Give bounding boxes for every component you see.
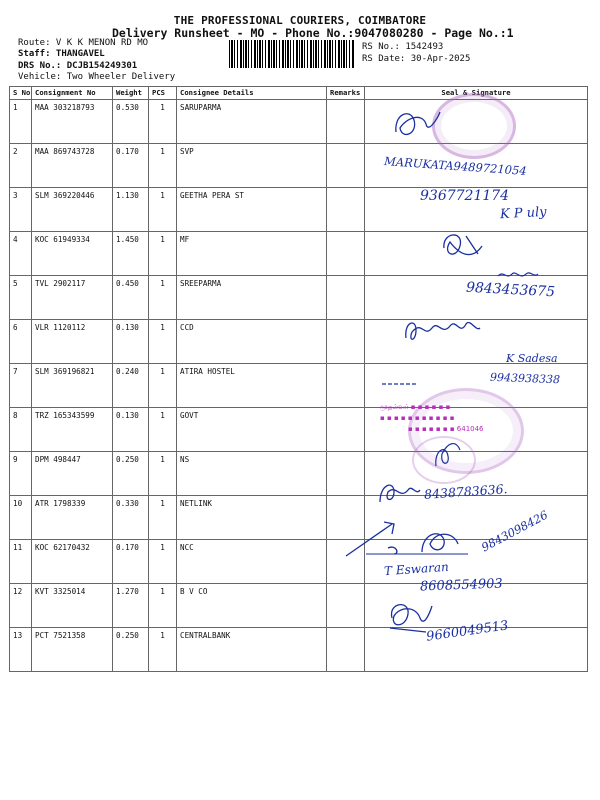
col-signature: Seal & Signature xyxy=(365,87,588,100)
cell-remarks xyxy=(327,408,365,452)
signature-6 xyxy=(402,314,482,348)
cell-weight: 1.130 xyxy=(113,188,149,232)
cell-consignment: MAA 869743728 xyxy=(32,144,113,188)
signature-1 xyxy=(392,104,444,144)
cell-remarks xyxy=(327,452,365,496)
runsheet-title: Delivery Runsheet - MO - Phone No.:9047080280 - Page No.:1 xyxy=(112,26,514,40)
cell-consignment: VLR 1120112 xyxy=(32,320,113,364)
cell-sno: 9 xyxy=(10,452,32,496)
signature-7-mark xyxy=(380,378,420,388)
cell-consignee: CENTRALBANK xyxy=(177,628,327,672)
cell-consignee: CCD xyxy=(177,320,327,364)
cell-consignment: KVT 3325014 xyxy=(32,584,113,628)
cell-sno: 6 xyxy=(10,320,32,364)
cell-sno: 3 xyxy=(10,188,32,232)
cell-weight: 0.250 xyxy=(113,452,149,496)
stamp-seal-1 xyxy=(432,93,516,159)
cell-consignee: GEETHA PERA ST xyxy=(177,188,327,232)
cell-weight: 0.170 xyxy=(113,540,149,584)
cell-pcs: 1 xyxy=(149,100,177,144)
drs-line: DRS No.: DCJB154249301 xyxy=(18,61,138,71)
cell-consignee: B V CO xyxy=(177,584,327,628)
signature-10 xyxy=(376,478,422,508)
col-weight: Weight xyxy=(113,87,149,100)
cell-remarks xyxy=(327,144,365,188)
cell-sno: 12 xyxy=(10,584,32,628)
cell-weight: 0.240 xyxy=(113,364,149,408)
cell-remarks xyxy=(327,276,365,320)
cell-consignee: ATIRA HOSTEL xyxy=(177,364,327,408)
cell-consignee: NCC xyxy=(177,540,327,584)
cell-consignee: SARUPARMA xyxy=(177,100,327,144)
handwriting-row7-name: K Sadesa xyxy=(506,352,558,365)
cell-pcs: 1 xyxy=(149,584,177,628)
handwriting-row12-phone2: 8608554903 xyxy=(419,576,503,595)
cell-consignment: SLM 369196821 xyxy=(32,364,113,408)
cell-pcs: 1 xyxy=(149,320,177,364)
cell-weight: 0.330 xyxy=(113,496,149,540)
cell-weight: 1.450 xyxy=(113,232,149,276)
handwriting-row5-phone: 9843453675 xyxy=(465,279,556,301)
cell-remarks xyxy=(327,188,365,232)
cell-weight: 0.170 xyxy=(113,144,149,188)
col-sno: S No xyxy=(10,87,32,100)
signature-12 xyxy=(336,514,476,564)
cell-sno: 5 xyxy=(10,276,32,320)
cell-consignment: DPM 498447 xyxy=(32,452,113,496)
company-title: THE PROFESSIONAL COURIERS, COIMBATORE xyxy=(173,14,427,27)
col-consignment: Consignment No xyxy=(32,87,113,100)
handwriting-row12-name: T Eswaran xyxy=(383,559,450,579)
cell-weight: 0.250 xyxy=(113,628,149,672)
signature-4 xyxy=(438,228,494,264)
cell-pcs: 1 xyxy=(149,188,177,232)
cell-sno: 7 xyxy=(10,364,32,408)
cell-consignment: TVL 2902117 xyxy=(32,276,113,320)
cell-weight: 0.130 xyxy=(113,320,149,364)
vehicle-line: Vehicle: Two Wheeler Delivery xyxy=(18,72,176,82)
cell-pcs: 1 xyxy=(149,452,177,496)
cell-consignee: NS xyxy=(177,452,327,496)
route-line: Route: V K K MENON RD MO xyxy=(18,38,149,48)
cell-weight: 1.270 xyxy=(113,584,149,628)
handwriting-row3-name: K P uly xyxy=(499,204,547,223)
staff-line: Staff: THANGAVEL xyxy=(18,49,105,59)
cell-consignment: KOC 61949334 xyxy=(32,232,113,276)
handwriting-row2: MARUKATA9489721054 xyxy=(383,154,528,178)
tamil-stamp-text: முதல்வர் ▪ ▪ ▪ ▪ ▪ ▪ xyxy=(380,403,451,411)
handwriting-row10-phone: 8438783636. xyxy=(423,481,508,502)
cell-weight: 0.530 xyxy=(113,100,149,144)
rs-date: RS Date: 30-Apr-2025 xyxy=(362,54,471,64)
cell-consignee: SVP xyxy=(177,144,327,188)
cell-consignment: MAA 303218793 xyxy=(32,100,113,144)
cell-consignee: NETLINK xyxy=(177,496,327,540)
cell-sno: 4 xyxy=(10,232,32,276)
tamil-stamp-text: ▪ ▪ ▪ ▪ ▪ ▪ ▪ ▪ ▪ ▪ ▪ xyxy=(380,414,455,422)
cell-consignment: ATR 1798339 xyxy=(32,496,113,540)
cell-consignment: PCT 7521358 xyxy=(32,628,113,672)
handwriting-row3-phone: 9367721174 xyxy=(420,188,510,204)
cell-sno: 2 xyxy=(10,144,32,188)
barcode xyxy=(229,40,355,68)
signature-9 xyxy=(430,436,466,472)
cell-sno: 10 xyxy=(10,496,32,540)
cell-weight: 0.130 xyxy=(113,408,149,452)
col-remarks: Remarks xyxy=(327,87,365,100)
cell-pcs: 1 xyxy=(149,540,177,584)
cell-remarks xyxy=(327,584,365,628)
cell-pcs: 1 xyxy=(149,232,177,276)
tamil-stamp-text: ▪ ▪ ▪ ▪ ▪ ▪ ▪ 641046 xyxy=(408,425,484,433)
cell-sno: 1 xyxy=(10,100,32,144)
table-header-row xyxy=(10,87,588,100)
cell-consignee: SREEPARMA xyxy=(177,276,327,320)
cell-remarks xyxy=(327,232,365,276)
cell-sno: 13 xyxy=(10,628,32,672)
col-consignee: Consignee Details xyxy=(177,87,327,100)
cell-pcs: 1 xyxy=(149,144,177,188)
cell-sno: 8 xyxy=(10,408,32,452)
cell-pcs: 1 xyxy=(149,364,177,408)
cell-pcs: 1 xyxy=(149,276,177,320)
cell-consignment: SLM 369220446 xyxy=(32,188,113,232)
cell-consignee: GOVT xyxy=(177,408,327,452)
table-row xyxy=(10,320,588,364)
cell-remarks xyxy=(327,364,365,408)
rs-number: RS No.: 1542493 xyxy=(362,42,444,52)
cell-pcs: 1 xyxy=(149,496,177,540)
cell-weight: 0.450 xyxy=(113,276,149,320)
cell-pcs: 1 xyxy=(149,408,177,452)
cell-consignment: TRZ 165343599 xyxy=(32,408,113,452)
cell-remarks xyxy=(327,320,365,364)
cell-consignment: KOC 62170432 xyxy=(32,540,113,584)
col-pcs: PCS xyxy=(149,87,177,100)
cell-pcs: 1 xyxy=(149,628,177,672)
signature-5 xyxy=(496,268,540,282)
cell-remarks xyxy=(327,628,365,672)
cell-remarks xyxy=(327,100,365,144)
handwriting-row12-phone: 9843098426 xyxy=(478,507,551,555)
cell-consignee: MF xyxy=(177,232,327,276)
handwriting-row13-phone: 9660049513 xyxy=(425,618,510,645)
cell-sno: 11 xyxy=(10,540,32,584)
handwriting-row7-phone: 9943938338 xyxy=(489,370,561,387)
